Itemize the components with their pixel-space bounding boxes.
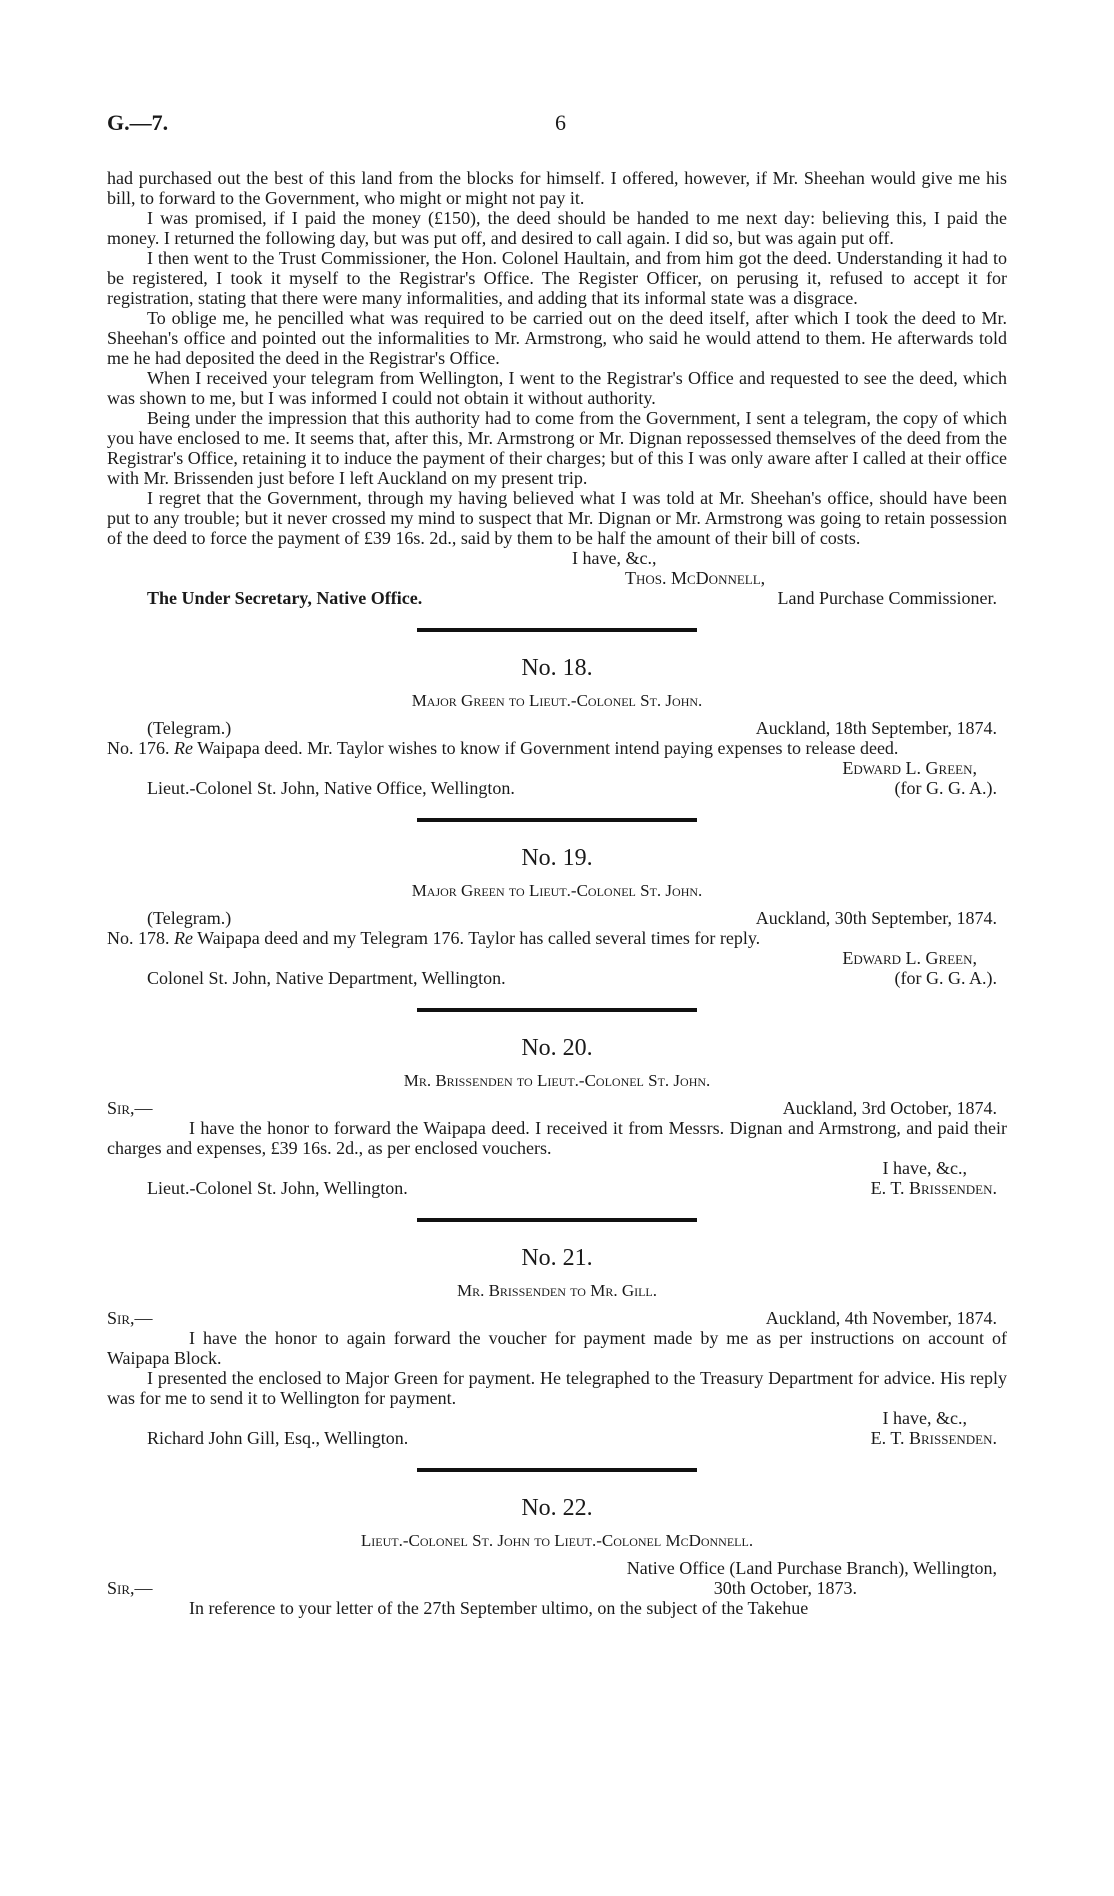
signature: Edward L. Green, xyxy=(842,948,977,968)
closing: I have, &c., xyxy=(882,1158,967,1178)
re-label: Re xyxy=(174,928,193,948)
salutation: Sir,— xyxy=(107,1578,153,1598)
letter-no-20 xyxy=(107,1034,1007,1198)
letter-no-21 xyxy=(107,1244,1007,1448)
addressee-row xyxy=(107,588,1007,608)
paragraph: I was promised, if I paid the money (£150), the deed should be handed to me next day: believing this, I paid the money. I returned the following day, but was put off, and desired to call again. I did so, but was again put off. xyxy=(107,208,1007,248)
addressee-row xyxy=(107,968,1007,988)
telegram-number: No. 176. xyxy=(107,738,170,758)
salutation: Sir,— xyxy=(107,1098,153,1118)
addressee: Colonel St. John, Native Department, Wellington. xyxy=(147,968,506,988)
section-divider xyxy=(417,1008,697,1012)
signer-title: Land Purchase Commissioner. xyxy=(777,588,997,608)
place-date: Auckland, 30th September, 1874. xyxy=(755,908,997,928)
signature: Edward L. Green, xyxy=(842,758,977,778)
addressee-row xyxy=(107,1178,1007,1198)
paragraph: I presented the enclosed to Major Green for payment. He telegraphed to the Treasury Department for advice. His reply was for me to send it to Wellington for payment. xyxy=(107,1368,1007,1408)
telegram-number: No. 178. xyxy=(107,928,170,948)
telegram-body: Waipapa deed. Mr. Taylor wishes to know if Government intend paying expenses to release deed. xyxy=(197,738,899,758)
telegram-label: (Telegram.) xyxy=(147,718,232,738)
from-to: Major Green to Lieut.-Colonel St. John. xyxy=(411,691,703,710)
addressee: The Under Secretary, Native Office. xyxy=(147,588,423,608)
paragraph: To oblige me, he pencilled what was required to be carried out on the deed itself, after which I took the deed to Mr. Sheehan's office and pointed out the informalities to Mr. Armstrong, who said he would attend to them. He afterwards told me he had deposited the deed in the Registrar's Office. xyxy=(107,308,1007,368)
paragraph: I have the honor to forward the Waipapa deed. I received it from Messrs. Dignan and Armstrong, and paid their charges and expenses, £39 16s. 2d., as per enclosed vouchers. xyxy=(107,1118,1007,1158)
salutation-row xyxy=(107,1578,1007,1598)
from-to: Major Green to Lieut.-Colonel St. John. xyxy=(411,881,703,900)
section-divider xyxy=(417,1468,697,1472)
page-number: 6 xyxy=(555,110,566,135)
signature: Thos. McDonnell, xyxy=(625,568,766,588)
letter-no-22 xyxy=(107,1494,1007,1618)
section-divider xyxy=(417,1218,697,1222)
addressee: Lieut.-Colonel St. John, Native Office, Wellington. xyxy=(147,778,515,798)
section-divider xyxy=(417,818,697,822)
paragraph: Being under the impression that this authority had to come from the Government, I sent a telegram, the copy of which you have enclosed to me. It seems that, after this, Mr. Armstrong or Mr. Dignan repossessed themselves of the deed from the Registrar's Office, retaining it to induce the payment of their charges; but of this I was only aware after I called at their office with Mr. Brissenden just before I left Auckland on my present trip. xyxy=(107,408,1007,488)
telegram-label: (Telegram.) xyxy=(147,908,232,928)
section-number: No. 22. xyxy=(521,1495,593,1521)
closing: I have, &c., xyxy=(572,548,657,568)
place: Native Office (Land Purchase Branch), Wellington, xyxy=(626,1558,997,1578)
signature-block xyxy=(107,548,1007,588)
date: 30th October, 1873. xyxy=(713,1578,857,1598)
telegram-row xyxy=(107,908,1007,928)
paragraph: I regret that the Government, through my having believed what I was told at Mr. Sheehan's office, should have been put to any trouble; but it never crossed my mind to suspect that Mr. Dignan or Mr. Armstrong was going to retain possession of the deed to force the payment of £39 16s. 2d., said by them to be half the amount of their bill of costs. xyxy=(107,488,1007,548)
paragraph: When I received your telegram from Wellington, I went to the Registrar's Office and requested to see the deed, which was shown to me, but I was informed I could not obtain it without authority. xyxy=(107,368,1007,408)
paragraph: I have the honor to again forward the voucher for payment made by me as per instructions on account of Waipapa Block. xyxy=(107,1328,1007,1368)
paragraph: In reference to your letter of the 27th September ultimo, on the subject of the Takehue xyxy=(189,1598,809,1618)
from-to: Lieut.-Colonel St. John to Lieut.-Colonel McDonnell. xyxy=(360,1531,754,1550)
signature: E. T. Brissenden. xyxy=(870,1178,997,1198)
section-number: No. 21. xyxy=(521,1245,593,1271)
page-header xyxy=(107,110,1007,140)
addressee: Richard John Gill, Esq., Wellington. xyxy=(147,1428,409,1448)
salutation: Sir,— xyxy=(107,1308,153,1328)
signer-for: (for G. G. A.). xyxy=(894,968,997,988)
section-number: No. 19. xyxy=(521,845,593,871)
from-to: Mr. Brissenden to Lieut.-Colonel St. John. xyxy=(403,1071,711,1090)
paragraph: had purchased out the best of this land from the blocks for himself. I offered, however, if Mr. Sheehan would give me his bill, to forward to the Government, who might or might not pay it. xyxy=(107,168,1007,208)
letter-no-18 xyxy=(107,654,1007,798)
telegram-text xyxy=(107,928,1007,948)
place-date: Auckland, 4th November, 1874. xyxy=(765,1308,997,1328)
document-reference: G.—7. xyxy=(107,110,169,135)
letter-no-19 xyxy=(107,844,1007,988)
addressee: Lieut.-Colonel St. John, Wellington. xyxy=(147,1178,408,1198)
addressee-row xyxy=(107,1428,1007,1448)
place-date: Auckland, 18th September, 1874. xyxy=(755,718,997,738)
re-label: Re xyxy=(174,738,193,758)
from-to: Mr. Brissenden to Mr. Gill. xyxy=(456,1281,658,1300)
letter-continuation xyxy=(107,168,1007,608)
telegram-text xyxy=(107,738,1007,758)
signer-for: (for G. G. A.). xyxy=(894,778,997,798)
salutation-row xyxy=(107,1308,1007,1328)
salutation-row xyxy=(107,1098,1007,1118)
document-body xyxy=(107,168,1007,1618)
section-divider xyxy=(417,628,697,632)
signature: E. T. Brissenden. xyxy=(870,1428,997,1448)
addressee-row xyxy=(107,778,1007,798)
section-number: No. 18. xyxy=(521,655,593,681)
telegram-row xyxy=(107,718,1007,738)
paragraph: I then went to the Trust Commissioner, the Hon. Colonel Haultain, and from him got the deed. Understanding it had to be registered, I took it myself to the Registrar's Office. The Register Officer, on perusing it, refused to accept it for registration, stating that there were many informalities, and adding that its informal state was a disgrace. xyxy=(107,248,1007,308)
section-number: No. 20. xyxy=(521,1035,593,1061)
place-date: Auckland, 3rd October, 1874. xyxy=(782,1098,997,1118)
telegram-body: Waipapa deed and my Telegram 176. Taylor has called several times for reply. xyxy=(197,928,761,948)
closing: I have, &c., xyxy=(882,1408,967,1428)
